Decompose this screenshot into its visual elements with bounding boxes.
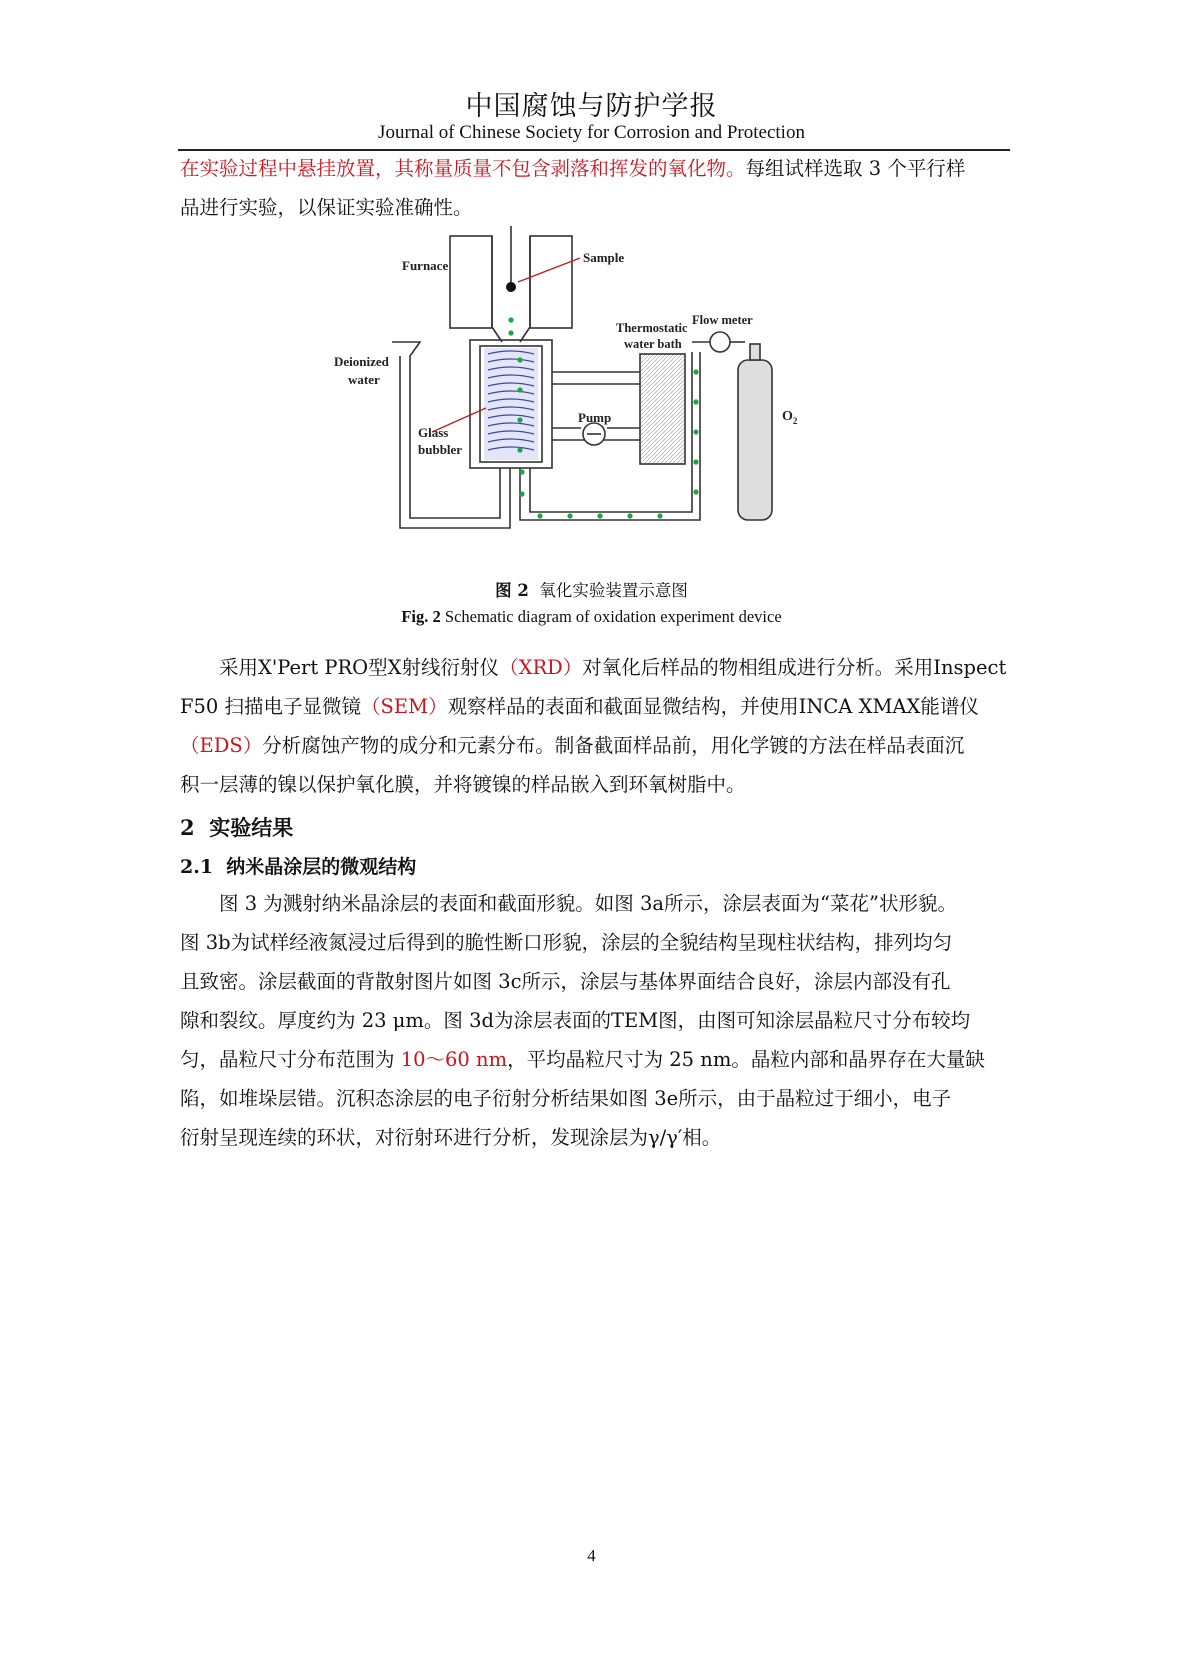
- caption-number: 图 2: [495, 581, 529, 600]
- label-deionized: Deionized: [334, 354, 389, 369]
- caption-text: 氧化实验装置示意图: [539, 581, 688, 600]
- label-water: water: [348, 372, 380, 387]
- section-number: 2.1: [180, 856, 214, 878]
- text-line: 陷，如堆垛层错。沉积态涂层的电子衍射分析结果如图 3e所示，由于晶粒过于细小，电子: [180, 1087, 952, 1110]
- figure-caption-cn: [0, 577, 1183, 601]
- label-oxygen: $O_2$: [782, 409, 798, 426]
- caption-number: Fig. 2: [401, 607, 441, 626]
- furnace-left-block: [450, 236, 492, 328]
- flow-meter-symbol: [710, 332, 730, 352]
- text-line: 品进行实验，以保证实验准确性。: [180, 196, 473, 219]
- highlighted-text: （EDS）: [180, 734, 263, 757]
- highlighted-text: （SEM）: [361, 695, 448, 718]
- page-number: 4: [587, 1546, 596, 1565]
- highlighted-text: 10～60 nm: [400, 1048, 508, 1071]
- paragraph-3: [180, 884, 1012, 1157]
- sample-dot: [506, 282, 516, 292]
- caption-text: Schematic diagram of oxidation experiment device: [444, 607, 782, 626]
- label-water-bath: water bath: [624, 337, 682, 351]
- label-bubbler: bubbler: [418, 442, 463, 457]
- apparatus-diagram: [334, 232, 860, 562]
- section-title: 实验结果: [209, 815, 294, 840]
- text-span: 采用X'Pert PRO型X射线衍射仪: [219, 656, 500, 679]
- section-heading-2: [180, 812, 293, 842]
- text-line: 且致密。涂层截面的背散射图片如图 3c所示，涂层与基体界面结合良好，涂层内部没有孔: [180, 970, 951, 993]
- section-heading-2-1: [180, 852, 416, 879]
- text-span: 分析腐蚀产物的成分和元素分布。制备截面样品前，用化学镀的方法在样品表面沉: [262, 734, 965, 757]
- label-thermostatic: Thermostatic: [616, 321, 688, 335]
- section-number: 2: [180, 815, 195, 840]
- label-pump: Pump: [578, 410, 612, 425]
- text-line: 图 3 为溅射纳米晶涂层的表面和截面形貌。如图 3a所示，涂层表面为“菜花”状形貌。: [219, 892, 957, 915]
- oxygen-cylinder: [738, 360, 772, 520]
- text-span: 匀，晶粒尺寸分布范围为: [180, 1048, 401, 1071]
- paragraph-1: [180, 149, 1012, 227]
- highlighted-text: （XRD）: [499, 656, 583, 679]
- text-line: 隙和裂纹。厚度约为 23 μm。图 3d为涂层表面的TEM图，由图可知涂层晶粒尺寸分布较均: [180, 1009, 971, 1032]
- journal-title-cn: 中国腐蚀与防护学报: [465, 91, 718, 122]
- text-line: 积一层薄的镍以保护氧化膜，并将镀镍的样品嵌入到环氧树脂中。: [180, 773, 746, 796]
- text-span: 观察样品的表面和截面显微结构，并使用INCA XMAX能谱仪: [447, 695, 979, 718]
- label-flow-meter: Flow meter: [692, 313, 753, 327]
- text-line: 衍射呈现连续的环状，对衍射环进行分析，发现涂层为γ/γ′相。: [180, 1126, 722, 1149]
- coil-tubing: [484, 348, 538, 460]
- text-line: 图 3b为试样经液氮浸过后得到的脆性断口形貌，涂层的全貌结构呈现柱状结构，排列均匀: [180, 931, 953, 954]
- furnace-right-block: [530, 236, 572, 328]
- label-glass: Glass: [418, 425, 449, 440]
- water-bath-box: [640, 354, 685, 464]
- label-sample: Sample: [583, 250, 625, 265]
- paragraph-2: [180, 648, 1012, 804]
- text-span: 对氧化后样品的物相组成进行分析。采用Inspect: [582, 656, 1007, 679]
- text-span: F50 扫描电子显微镜: [180, 695, 362, 718]
- figure-caption-en: [0, 607, 1183, 627]
- highlighted-text: 在实验过程中悬挂放置，其称量质量不包含剥落和挥发的氧化物。: [180, 157, 746, 180]
- label-furnace: Furnace: [402, 258, 449, 273]
- text-span: ，平均晶粒尺寸为 25 nm。晶粒内部和晶界存在大量缺: [507, 1048, 985, 1071]
- text-span: 每组试样选取 3 个平行样: [745, 157, 966, 180]
- section-title: 纳米晶涂层的微观结构: [226, 856, 417, 878]
- journal-title-en: Journal of Chinese Society for Corrosion and Protection: [378, 122, 805, 143]
